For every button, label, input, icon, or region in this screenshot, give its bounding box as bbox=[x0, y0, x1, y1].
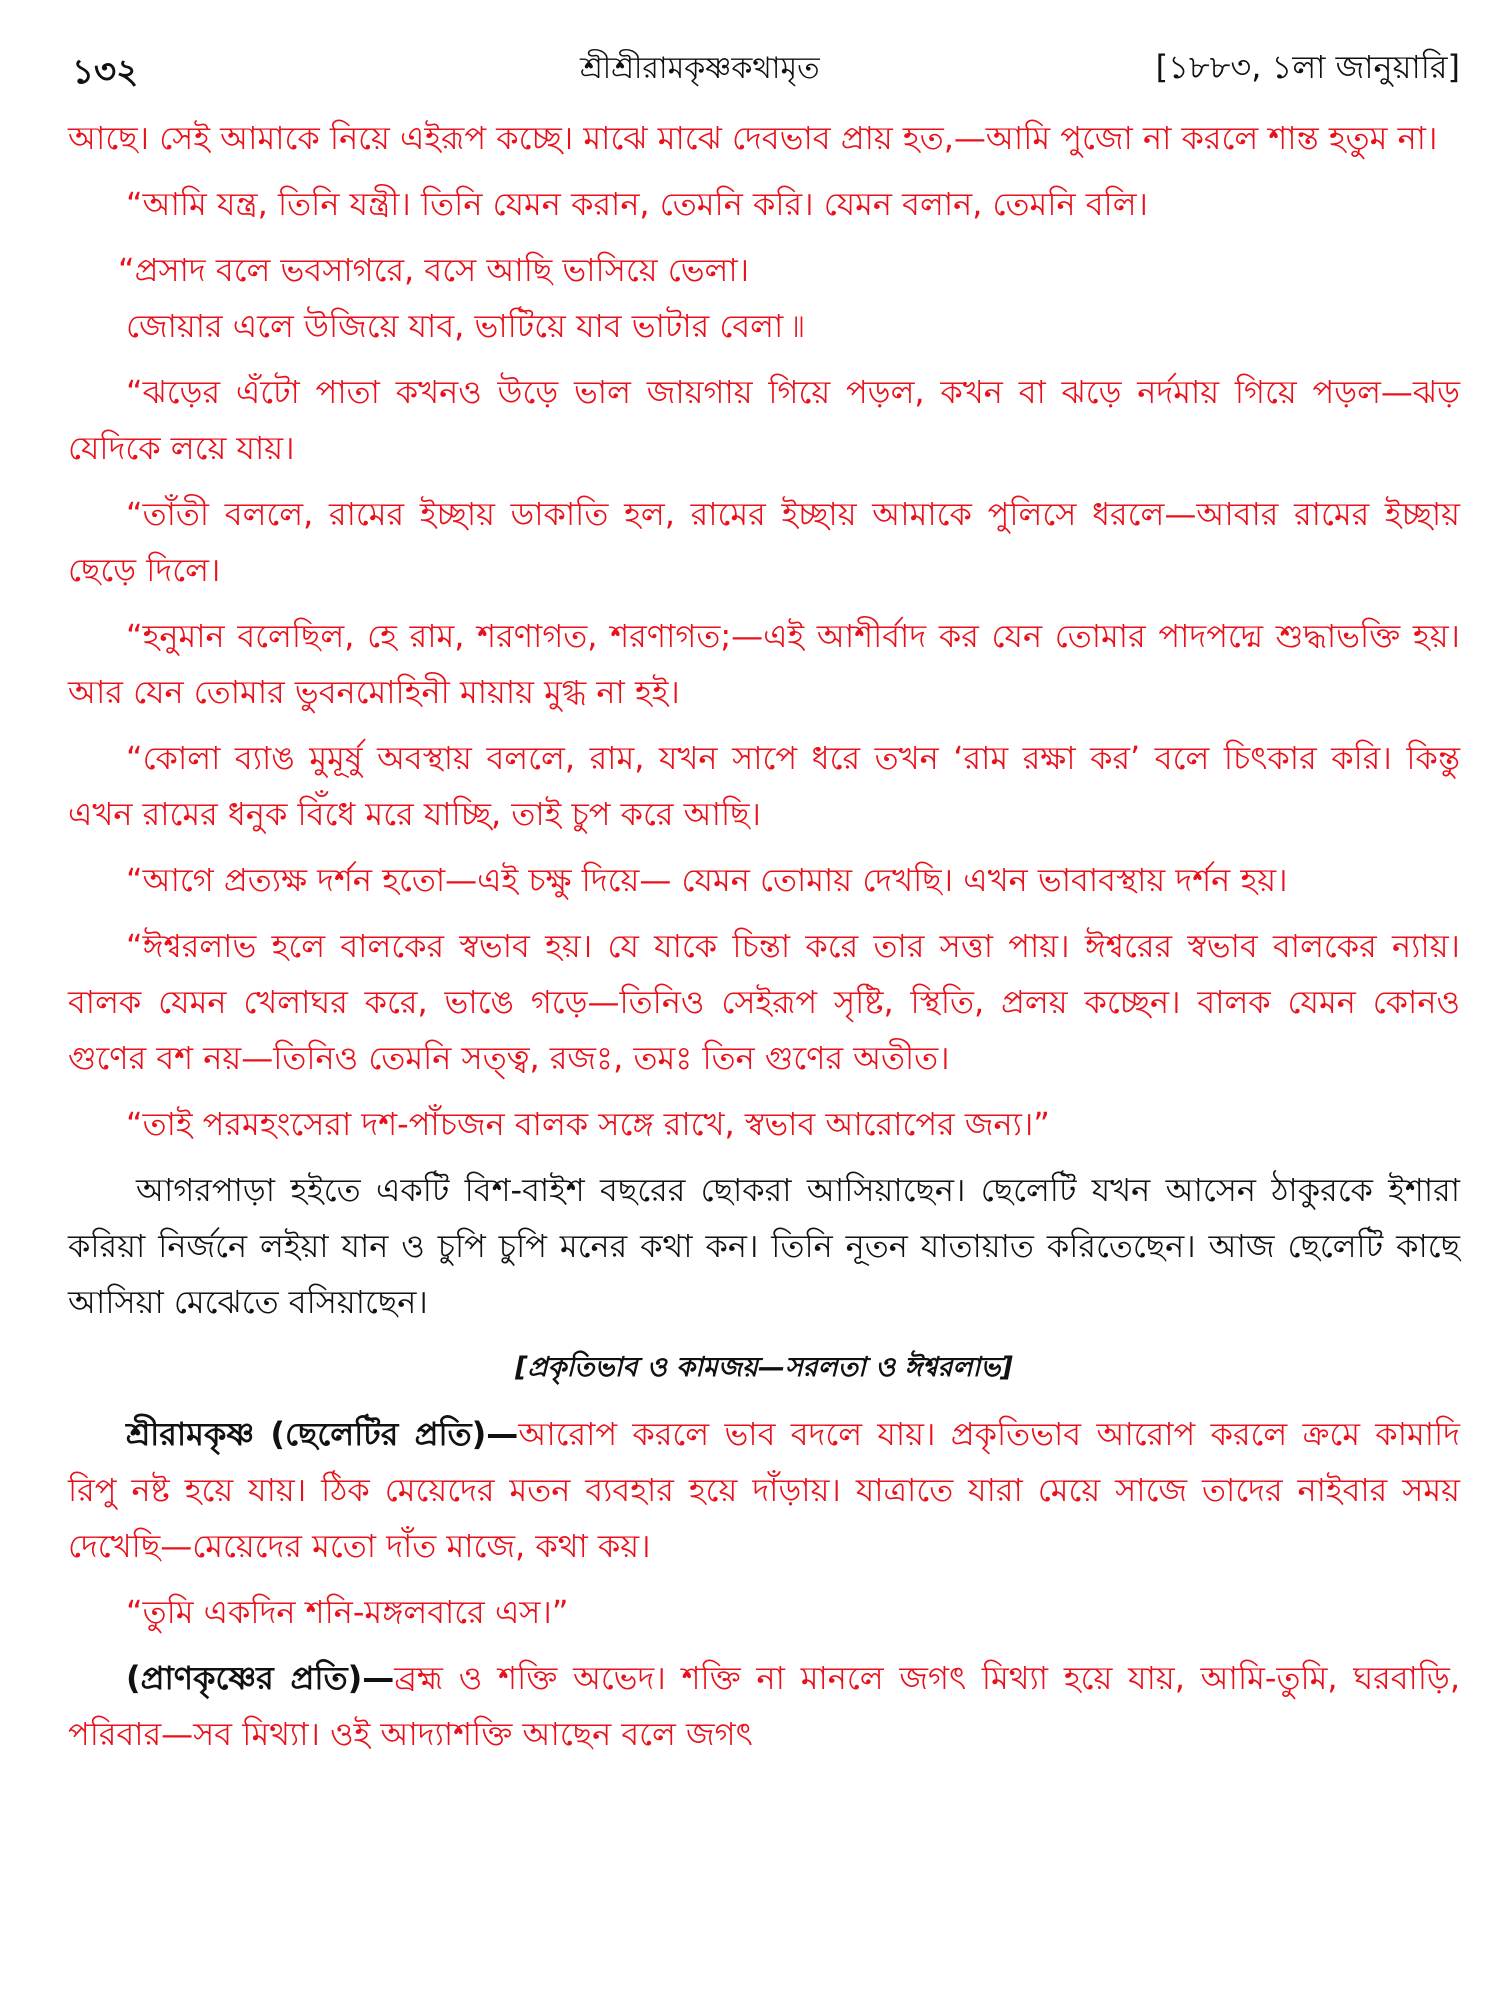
speaker-label: (প্রাণকৃষ্ণের প্রতি)— bbox=[126, 1659, 395, 1697]
paragraph: “তাই পরমহংসেরা দশ-পাঁচজন বালক সঙ্গে রাখে, স্বভাব আরোপের জন্য।” bbox=[126, 1105, 1050, 1143]
paragraph: “তাঁতী বললে, রামের ইচ্ছায় ডাকাতি হল, রামের ইচ্ছায় আমাকে পুলিসে ধরলে—আবার রামের ইচ্ছায় ছেড়ে দিলে। bbox=[68, 495, 1460, 589]
date-label: [১৮৮৩, ১লা জানুয়ারি] bbox=[1155, 48, 1460, 86]
page-header bbox=[60, 40, 1460, 100]
verse-line: “প্রসাদ বলে ভবসাগরে, বসে আছি ভাসিয়ে ভেলা। bbox=[118, 251, 750, 289]
dialogue-paragraph bbox=[68, 1406, 1460, 1574]
paragraph: “আমি যন্ত্র, তিনি যন্ত্রী। তিনি যেমন করান, তেমনি করি। যেমন বলান, তেমনি বলি। bbox=[126, 185, 1149, 223]
running-title: শ্রীশ্রীরামকৃষ্ণকথামৃত bbox=[580, 51, 820, 86]
dialogue-text: ব্রহ্ম ও শক্তি অভেদ। শক্তি না মানলে জগৎ মিথ্যা হয়ে যায়, আমি-তুমি, ঘরবাড়ি, পরিবার—সব মিথ্যা। ওই আদ্যাশক্তি আছেন বলে জগৎ bbox=[68, 1659, 1460, 1753]
dialogue-text: আরোপ করলে ভাব বদলে যায়। প্রকৃতিভাব আরোপ করলে ক্রমে কামাদি রিপু নষ্ট হয়ে যায়। ঠিক মেয়েদের মতন ব্যবহার হয়ে দাঁড়ায়। যাত্রাতে যারা মেয়ে সাজে তাদের নাইবার সময় দেখেছি—মেয়েদের মতো দাঁত মাজে, কথা কয়। bbox=[68, 1415, 1460, 1565]
paragraph: আছে। সেই আমাকে নিয়ে এইরূপ কচ্ছে। মাঝে মাঝে দেবভাব প্রায় হত,—আমি পুজো না করলে শান্ত হতুম না। bbox=[68, 119, 1438, 157]
page-body bbox=[68, 110, 1460, 1772]
section-heading: [প্রকৃতিভাব ও কামজয়—সরলতা ও ঈশ্বরলাভ] bbox=[515, 1352, 1013, 1383]
paragraph: “হনুমান বলেছিল, হে রাম, শরণাগত, শরণাগত;—এই আশীর্বাদ কর যেন তোমার পাদপদ্মে শুদ্ধাভক্তি হয়। আর যেন তোমার ভুবনমোহিনী মায়ায় মুগ্ধ না হই। bbox=[68, 617, 1460, 711]
dialogue-paragraph bbox=[68, 1650, 1460, 1762]
paragraph: “কোলা ব্যাঙ মুমূর্ষু অবস্থায় বললে, রাম, যখন সাপে ধরে তখন ‘রাম রক্ষা কর’ বলে চিৎকার করি। কিন্তু এখন রামের ধনুক বিঁধে মরে যাচ্ছি, তাই চুপ করে আছি। bbox=[68, 739, 1460, 833]
paragraph: “ঝড়ের এঁটো পাতা কখনও উড়ে ভাল জায়গায় গিয়ে পড়ল, কখন বা ঝড়ে নর্দমায় গিয়ে পড়ল—ঝড় যেদিকে লয়ে যায়। bbox=[68, 373, 1460, 467]
narrative-paragraph: আগরপাড়া হইতে একটি বিশ-বাইশ বছরের ছোকরা আসিয়াছেন। ছেলেটি যখন আসেন ঠাকুরকে ইশারা করিয়া নির্জনে লইয়া যান ও চুপি চুপি মনের কথা কন। তিনি নূতন যাতায়াত করিতেছেন। আজ ছেলেটি কাছে আসিয়া মেঝেতে বসিয়াছেন। bbox=[68, 1171, 1460, 1321]
paragraph: “তুমি একদিন শনি-মঙ্গলবারে এস।” bbox=[126, 1593, 569, 1631]
verse-line: জোয়ার এলে উজিয়ে যাব, ভাটিয়ে যাব ভাটার বেলা ৷৷ bbox=[126, 307, 805, 345]
speaker-label: শ্রীরামকৃষ্ণ (ছেলেটির প্রতি)— bbox=[126, 1415, 519, 1453]
page-number: ১৩২ bbox=[72, 52, 139, 92]
paragraph: “আগে প্রত্যক্ষ দর্শন হতো—এই চক্ষু দিয়ে— যেমন তোমায় দেখছি। এখন ভাবাবস্থায় দর্শন হয়। bbox=[126, 861, 1288, 899]
paragraph: “ঈশ্বরলাভ হলে বালকের স্বভাব হয়। যে যাকে চিন্তা করে তার সত্তা পায়। ঈশ্বরের স্বভাব বালকের ন্যায়। বালক যেমন খেলাঘর করে, ভাঙে গড়ে—তিনিও সেইরূপ সৃষ্টি, স্থিতি, প্রলয় কচ্ছেন। বালক যেমন কোনও গুণের বশ নয়—তিনিও তেমনি সত্ত্ব, রজঃ, তমঃ তিন গুণের অতীত। bbox=[68, 927, 1460, 1077]
